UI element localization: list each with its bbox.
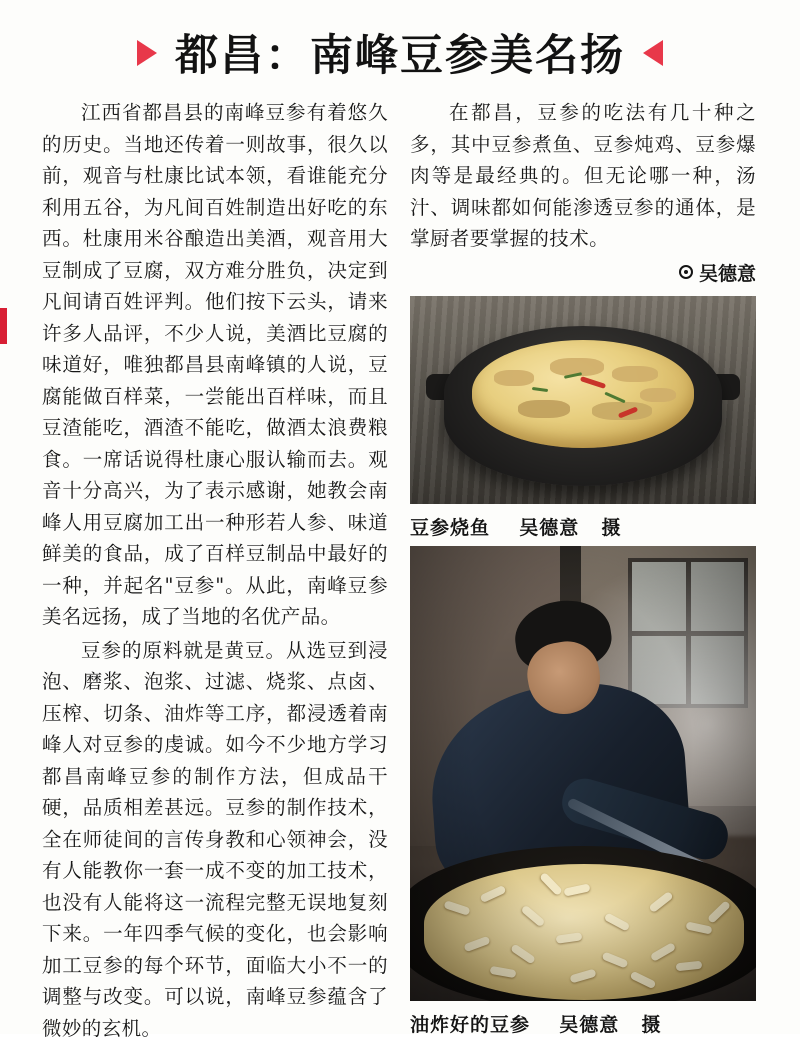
author-name: 吴德意 [699, 259, 756, 286]
left-triangle-icon [137, 40, 157, 66]
byline-dot-icon [679, 265, 693, 279]
caption-suffix: 摄 [602, 517, 622, 539]
caption-title: 油炸好的豆参 [410, 1014, 530, 1036]
frying-doushen-photo [410, 546, 756, 1001]
caption-credit: 吴德意 [519, 517, 579, 539]
frying-oil [424, 864, 744, 1000]
caption-credit: 吴德意 [559, 1014, 619, 1036]
photo-caption [410, 504, 756, 546]
author-byline [679, 259, 756, 286]
paragraph: 豆参的原料就是黄豆。从选豆到浸泡、磨浆、泡浆、过滤、烧浆、点卤、压榨、切条、油炸等工序，都浸透着南峰人对豆参的虔诚。如今不少地方学习都昌南峰豆参的制作方法，但成品干硬，品质相差甚远。豆参的制作技术，全在师徒间的言传身教和心领神会，没有人能教你一套一成不变的加工技术，也没有人能将这一流程完整无误地复刻下来。一年四季气候的变化，也会影响加工豆参的每个环节，面临大小不一的调整与改变。可以说，南峰豆参蕴含了微妙的玄机。 [42, 635, 388, 1044]
claypot-fish-photo [410, 296, 756, 504]
soup-surface [472, 340, 694, 448]
article-columns [0, 93, 800, 1044]
photo-caption [410, 1001, 756, 1043]
soup-ingredients [472, 340, 694, 448]
page-edge-marker [0, 308, 7, 344]
paragraph: 在都昌，豆参的吃法有几十种之多，其中豆参煮鱼、豆参炖鸡、豆参爆肉等是最经典的。但无论哪一种，汤汁、调味都如何能渗透豆参的通体，是掌厨者要掌握的技术。 [410, 97, 756, 255]
left-column [42, 97, 388, 1044]
right-column [410, 97, 756, 1044]
caption-suffix: 摄 [642, 1014, 662, 1036]
paragraph: 江西省都昌县的南峰豆参有着悠久的历史。当地还传着一则故事，很久以前，观音与杜康比试本领，看谁能充分利用五谷，为凡间百姓制造出好吃的东西。杜康用米谷酿造出美酒，观音用大豆制成了豆腐，双方难分胜负，决定到凡间请百姓评判。他们按下云头，请来许多人品评，不少人说，美酒比豆腐的味道好，唯独都昌县南峰镇的人说，豆腐能做百样菜，一尝能出百样味，而且豆渣能吃，酒渣不能吃，做酒太浪费粮食。一席话说得杜康心服认输而去。观音十分高兴，为了表示感谢，她教会南峰人用豆腐加工出一种形若人参、味道鲜美的食品，成了百样豆制品中最好的一种，并起名"豆参"。从此，南峰豆参美名远扬，成了当地的名优产品。 [42, 97, 388, 633]
page-title: 都昌：南峰豆参美名扬 [175, 22, 625, 83]
headline-row [0, 0, 800, 93]
caption-title: 豆参烧鱼 [410, 517, 490, 539]
right-triangle-icon [643, 40, 663, 66]
